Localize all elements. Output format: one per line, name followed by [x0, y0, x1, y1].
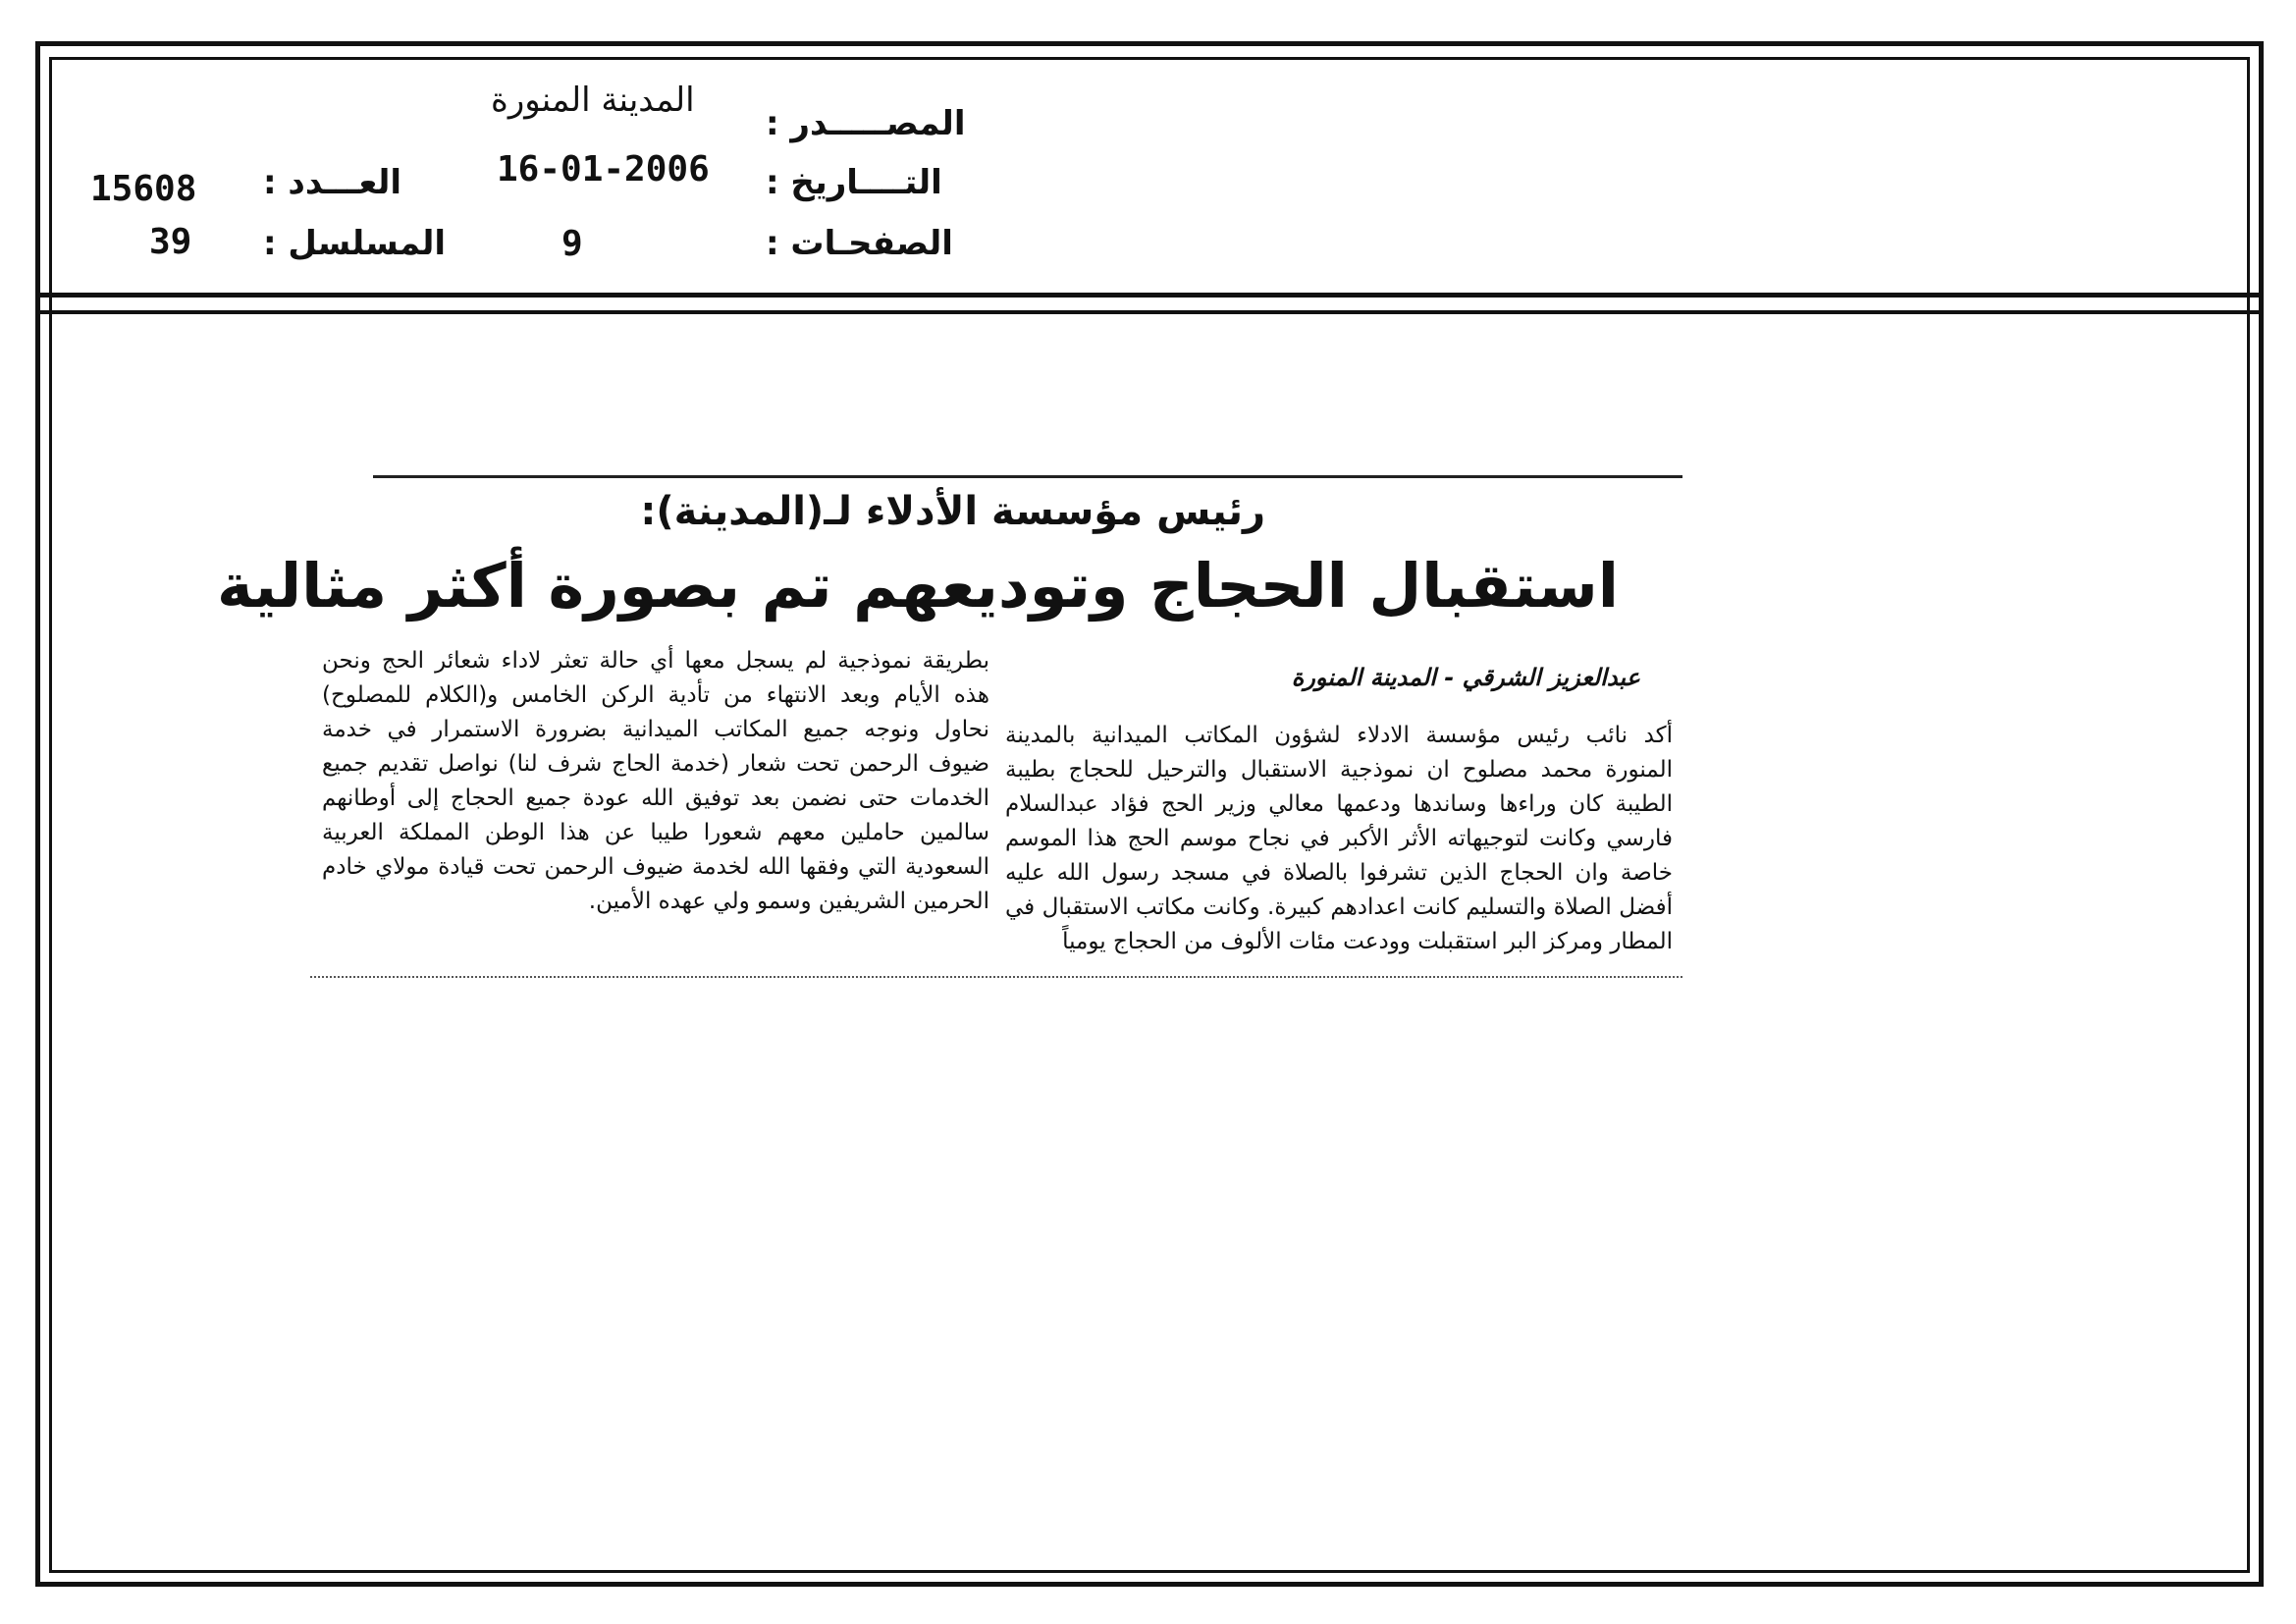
article-kicker: رئيس مؤسسة الأدلاء لـ(المدينة): — [640, 489, 1265, 534]
source-value: المدينة المنورة — [491, 81, 695, 120]
issue-value: 15608 — [90, 169, 197, 209]
date-value: 16-01-2006 — [497, 149, 710, 189]
source-label: المصـــــدر : — [766, 104, 966, 143]
article-paragraph: بطريقة نموذجية لم يسجل معها أي حالة تعثر لاداء شعائر الحج ونحن هذه الأيام وبعد الانتهاء من تأدية الركن الخامس و(الكلام للمصلوح) نحاول ونوجه جميع المكاتب الميدانية بضرورة الاستمرار في خدمة ضيوف الرحمن تحت شعار (خدمة الحاج شرف لنا) نواصل تقديم جميع الخدمات حتى نضمن بعد توفيق الله عودة جميع الحجاج إلى أوطانهم سالمين حاملين معهم شعورا طيبا عن هذا الوطن المملكة العربية السعودية التي وفقها الله لخدمة ضيوف الرحمن تحت قيادة مولاي خادم الحرمين الشريفين وسمو ولي عهده الأمين. — [322, 648, 989, 914]
date-label: التــــاريخ : — [766, 163, 942, 202]
article-column-left — [322, 644, 989, 919]
issue-label: العـــدد : — [263, 163, 401, 202]
article-column-right — [1005, 719, 1673, 959]
clipping-bottom-rule — [310, 976, 1682, 978]
pages-value: 9 — [561, 224, 583, 264]
pages-label: الصفحـات : — [766, 224, 953, 263]
article-byline: عبدالعزيز الشرقي - المدينة المنورة — [1291, 664, 1640, 691]
serial-label: المسلسل : — [263, 224, 447, 263]
header-divider-inner — [35, 310, 2264, 314]
clipping-top-rule — [373, 475, 1682, 478]
article-headline: استقبال الحجاج وتوديعهم تم بصورة أكثر مثالية — [216, 550, 1619, 622]
header-divider — [35, 293, 2264, 298]
article-paragraph: أكد نائب رئيس مؤسسة الادلاء لشؤون المكاتب الميدانية بالمدينة المنورة محمد مصلوح ان نموذجية الاستقبال والترحيل للحجاج بطيبة الطيبة كان وراءها وساندها ودعمها معالي وزير الحج فؤاد عبدالسلام فارسي وكانت لتوجيهاته الأثر الأكبر في نجاح موسم الحج هذا الموسم خاصة وان الحجاج الذين تشرفوا بالصلاة في مسجد رسول الله عليه أفضل الصلاة والتسليم كانت اعدادهم كبيرة. وكانت مكاتب الاستقبال في المطار ومركز البر استقبلت وودعت مئات الألوف من الحجاج يومياً — [1005, 723, 1673, 954]
serial-value: 39 — [149, 222, 192, 262]
